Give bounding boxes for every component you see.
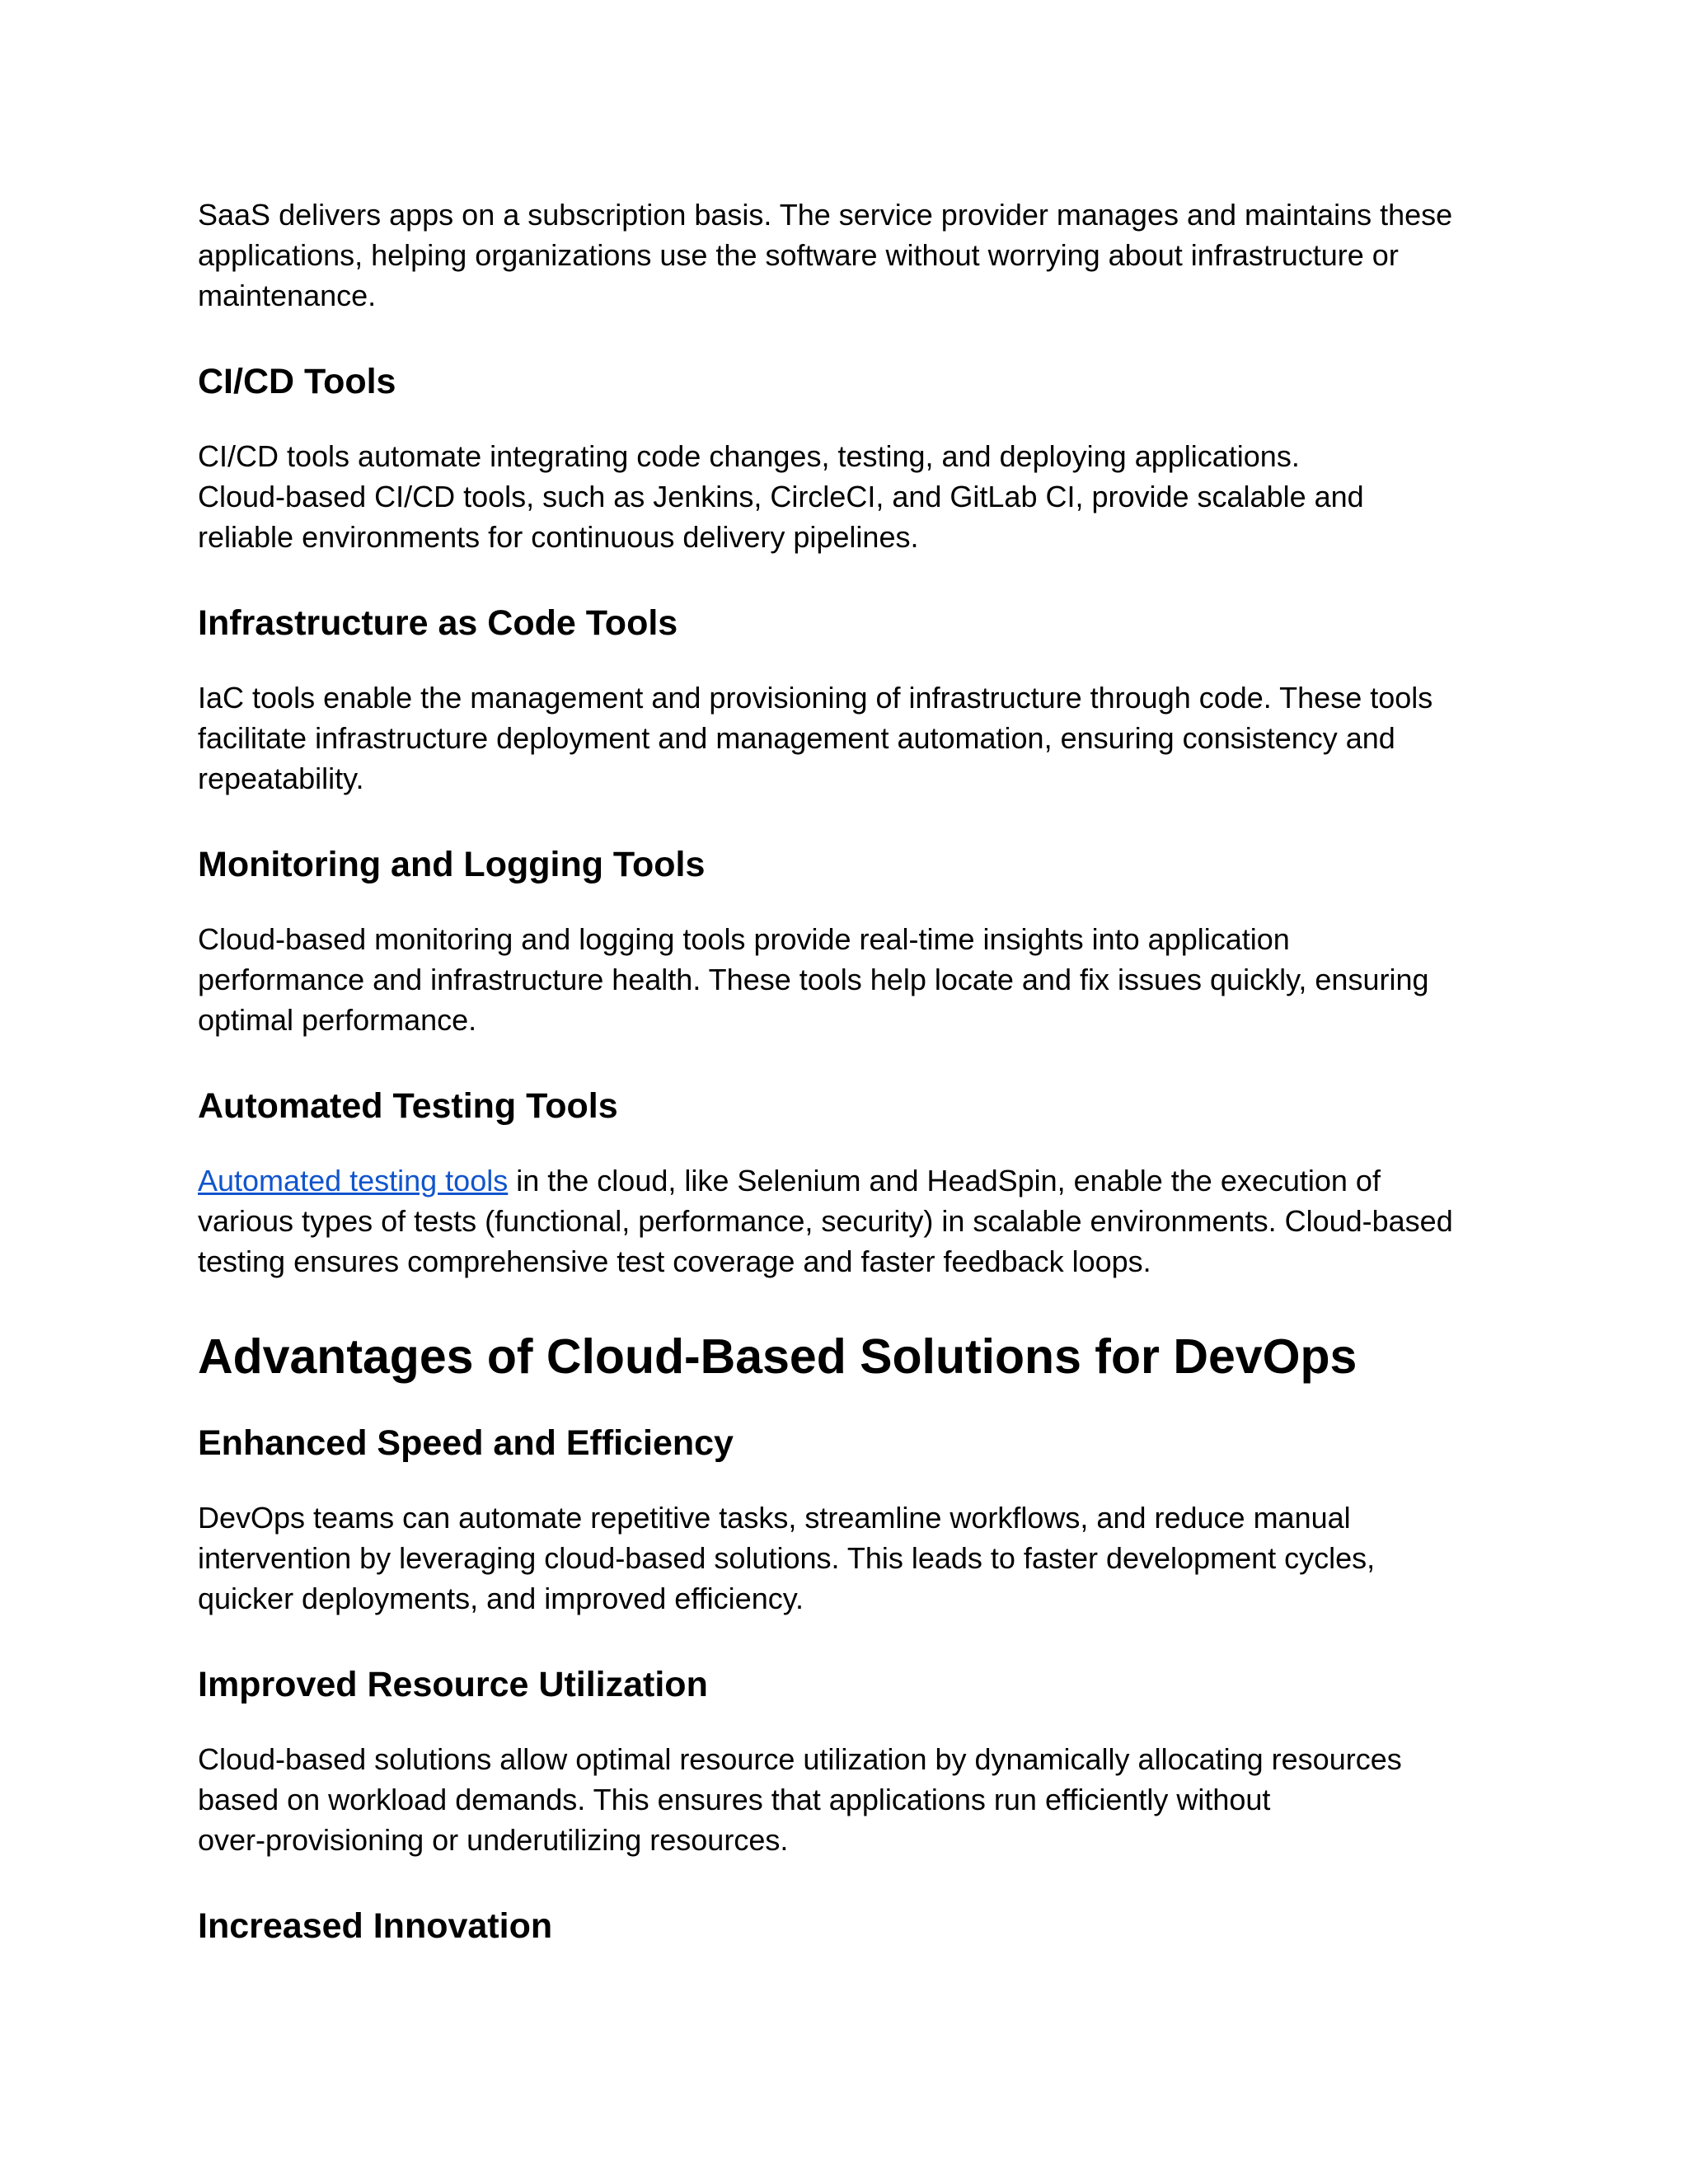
monitoring-paragraph [198,919,1500,1040]
text-line: repeatability. [198,762,364,795]
text-line: DevOps teams can automate repetitive tasks, streamline workflows, and reduce manual [198,1501,1351,1535]
text-line: CI/CD tools automate integrating code changes, testing, and deploying applications. [198,439,1300,473]
text-line: SaaS delivers apps on a subscription basis. The service provider manages and maintains these [198,198,1453,232]
text-line: intervention by leveraging cloud-based solutions. This leads to faster development cycles, [198,1541,1376,1575]
testing-paragraph [198,1160,1500,1282]
text-line: Cloud-based monitoring and logging tools provide real-time insights into application [198,922,1290,956]
intro-paragraph [198,194,1500,316]
text-line: various types of tests (functional, performance, security) in scalable environments. Cloud-based [198,1204,1453,1238]
speed-heading: Enhanced Speed and Efficiency [198,1423,734,1463]
text-line: maintenance. [198,279,377,312]
cicd-heading: CI/CD Tools [198,362,396,401]
text-run: in the cloud, like Selenium and HeadSpin, enable the execution of [508,1164,1381,1197]
testing-heading: Automated Testing Tools [198,1086,618,1126]
advantages-heading: Advantages of Cloud-Based Solutions for DevOps [198,1329,1357,1384]
text-line: reliable environments for continuous delivery pipelines. [198,520,919,554]
speed-paragraph [198,1497,1500,1619]
text-line: quicker deployments, and improved efficiency. [198,1582,804,1615]
text-line: applications, helping organizations use the software without worrying about infrastructure or [198,238,1399,272]
text-line [198,1160,1500,1201]
innovation-heading: Increased Innovation [198,1906,553,1946]
iac-heading: Infrastructure as Code Tools [198,603,678,643]
text-line: optimal performance. [198,1003,477,1037]
text-line: Cloud-based solutions allow optimal resource utilization by dynamically allocating resources [198,1742,1402,1776]
text-line: based on workload demands. This ensures that applications run efficiently without [198,1783,1271,1816]
document-page [198,194,1500,1947]
monitoring-heading: Monitoring and Logging Tools [198,845,706,884]
cicd-paragraph [198,436,1500,557]
text-line: IaC tools enable the management and provisioning of infrastructure through code. These tools [198,681,1433,715]
text-line: Cloud-based CI/CD tools, such as Jenkins, CircleCI, and GitLab CI, provide scalable and [198,480,1364,513]
text-line: facilitate infrastructure deployment and management automation, ensuring consistency and [198,721,1395,755]
iac-paragraph [198,677,1500,799]
resource-paragraph [198,1739,1500,1860]
resource-heading: Improved Resource Utilization [198,1665,708,1704]
text-line: testing ensures comprehensive test coverage and faster feedback loops. [198,1244,1151,1278]
automated-testing-tools-link[interactable]: Automated testing tools [198,1164,509,1197]
text-line: over-provisioning or underutilizing resources. [198,1823,789,1857]
text-line: performance and infrastructure health. These tools help locate and fix issues quickly, ensuring [198,963,1429,996]
